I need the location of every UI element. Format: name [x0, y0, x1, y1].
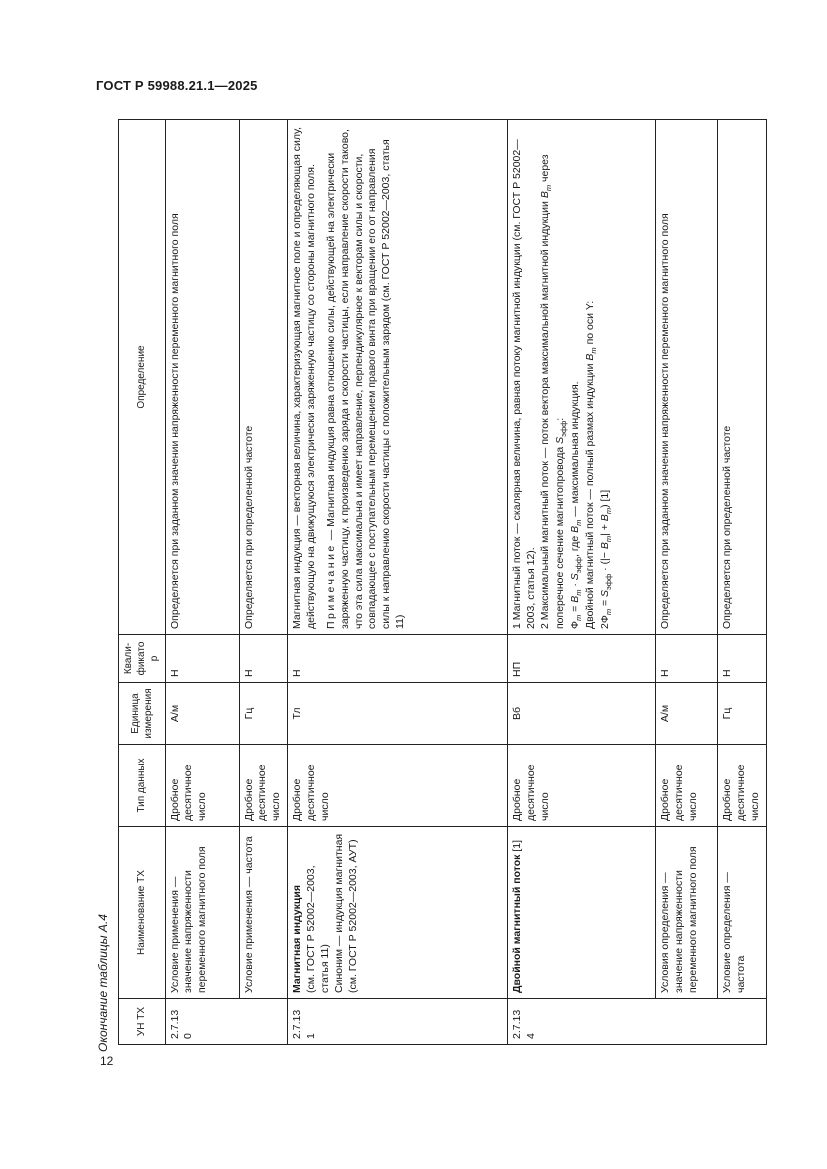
formula-2: $2Ф_m = S_{эфф}$ · (|− $B_m| + B_m$) [1]: [598, 489, 613, 629]
page-number: 12: [100, 1054, 114, 1068]
cell-qualifier: Н: [239, 635, 288, 683]
table-header-row: [119, 120, 166, 1045]
cell-name: Условие применения — частота: [239, 827, 288, 999]
cell-qualifier: Н: [656, 635, 718, 683]
term-reference: [1]: [511, 839, 524, 855]
table-row: [239, 120, 288, 1045]
cell-definition: Определяется при заданном значении напряженности переменного магнитного поля: [165, 120, 239, 635]
cell-name: Условие определения — частота: [718, 827, 767, 999]
cell-un: 2.7.130: [165, 999, 288, 1045]
cell-type: Дробное десятичное число: [239, 745, 288, 827]
cell-unit: Вб: [508, 683, 656, 745]
cell-type: Дробное десятичное число: [288, 745, 508, 827]
formula-1: $Ф_m = B_m \cdot S_{эфф}$, где $B_m$ — максимальная индукция.: [568, 381, 583, 629]
col-header-un: УН ТХ: [119, 999, 166, 1045]
col-header-definition: Определение: [119, 120, 166, 635]
definition-text: Магнитная индукция — векторная величина, характеризующая магнитное поле и определяющая силу, действующую на движущуюся электрически заряженную частицу со стороны магнитного поля.: [291, 126, 317, 629]
term-name: Двойной магнитный поток: [511, 854, 524, 993]
cell-definition: Определяется при определенной частоте: [718, 120, 767, 635]
cell-type: Дробное десятичное число: [165, 745, 239, 827]
rotated-table-container: [118, 120, 761, 1045]
cell-name: [288, 827, 508, 999]
col-header-qualifier: Квали-фикатор: [119, 635, 166, 683]
cell-unit: А/м: [165, 683, 239, 745]
cell-definition: [288, 120, 508, 635]
definition-note: [325, 125, 408, 629]
cell-un: 2.7.131: [288, 999, 508, 1045]
col-header-name: Наименование ТХ: [119, 827, 166, 999]
cell-unit: Гц: [239, 683, 288, 745]
cell-unit: Гц: [718, 683, 767, 745]
cell-definition: Определяется при определенной частоте: [239, 120, 288, 635]
note-label: Примечание: [324, 543, 337, 629]
table-caption: Окончание таблицы А.4: [96, 914, 110, 1052]
table-row: [508, 120, 656, 1045]
cell-qualifier: Н: [718, 635, 767, 683]
table-row: [718, 120, 767, 1045]
note-text: — Магнитная индукция равна отношению силы, действующей на электрически заряженную частицу, к произведению заряда и скорости частицы, если направление скорости таково, что эта сила максимальна и имеет направление, перпендикулярное к векторам силы и скорости, совпадающее с поступательным перемещением правого винта при вращении его от направления силы к направлению скорости частицы с положительным зарядом (см. ГОСТ Р 52002—2003, статья 11): [324, 129, 407, 629]
table-row: [288, 120, 508, 1045]
cell-name: Условия определения — значение напряженности переменного магнитного поля: [656, 827, 718, 999]
col-header-type: Тип данных: [119, 745, 166, 827]
cell-unit: А/м: [656, 683, 718, 745]
cell-qualifier: Н: [165, 635, 239, 683]
cell-qualifier: Н: [288, 635, 508, 683]
characteristics-table: [118, 119, 767, 1045]
cell-un: 2.7.134: [508, 999, 767, 1045]
cell-name: Условие применения — значение напряженности переменного магнитного поля: [165, 827, 239, 999]
definition-line-1: 1 Магнитный поток — скалярная величина, равная потоку магнитной индукции (см. ГОСТ Р 52002—2003, статья 12).: [511, 139, 537, 629]
cell-type: Дробное десятичное число: [508, 745, 656, 827]
cell-definition: Определяется при заданном значении напряженности переменного магнитного поля: [656, 120, 718, 635]
cell-name: [508, 827, 656, 999]
table-row: [656, 120, 718, 1045]
col-header-unit: Единица измерения: [119, 683, 166, 745]
cell-type: Дробное десятичное число: [718, 745, 767, 827]
cell-type: Дробное десятичное число: [656, 745, 718, 827]
term-synonym: Синоним — индукция магнитная (см. ГОСТ Р 52002—2003, АУТ): [332, 833, 359, 993]
term-reference: (см. ГОСТ Р 52002—2003, статья 11): [305, 865, 331, 993]
cell-unit: Тл: [288, 683, 508, 745]
document-header: ГОСТ Р 59988.21.1—2025: [96, 78, 258, 93]
cell-definition: 1 Магнитный поток — скалярная величина, равная потоку магнитной индукции (см. ГОСТ Р 52002—2003, статья 12). 2 Максимальный магнитный поток — поток вектора максимальной магнитной индукции $B_m$ через поперечное сечение магнитопровода $S_{эфф}$: $Ф_m = B_m \cdot S_{эфф}$, где $B_m$ — максимальная индукция. Двойной магнитный поток — полный размах индукции $B_m$ по оси Y: $2Ф_m = S_{эфф}$ · (|− $B_m| + B_m$) [1]: [508, 120, 656, 635]
term-name: Магнитная индукция: [291, 885, 304, 993]
table-row: [165, 120, 239, 1045]
cell-qualifier: НП: [508, 635, 656, 683]
